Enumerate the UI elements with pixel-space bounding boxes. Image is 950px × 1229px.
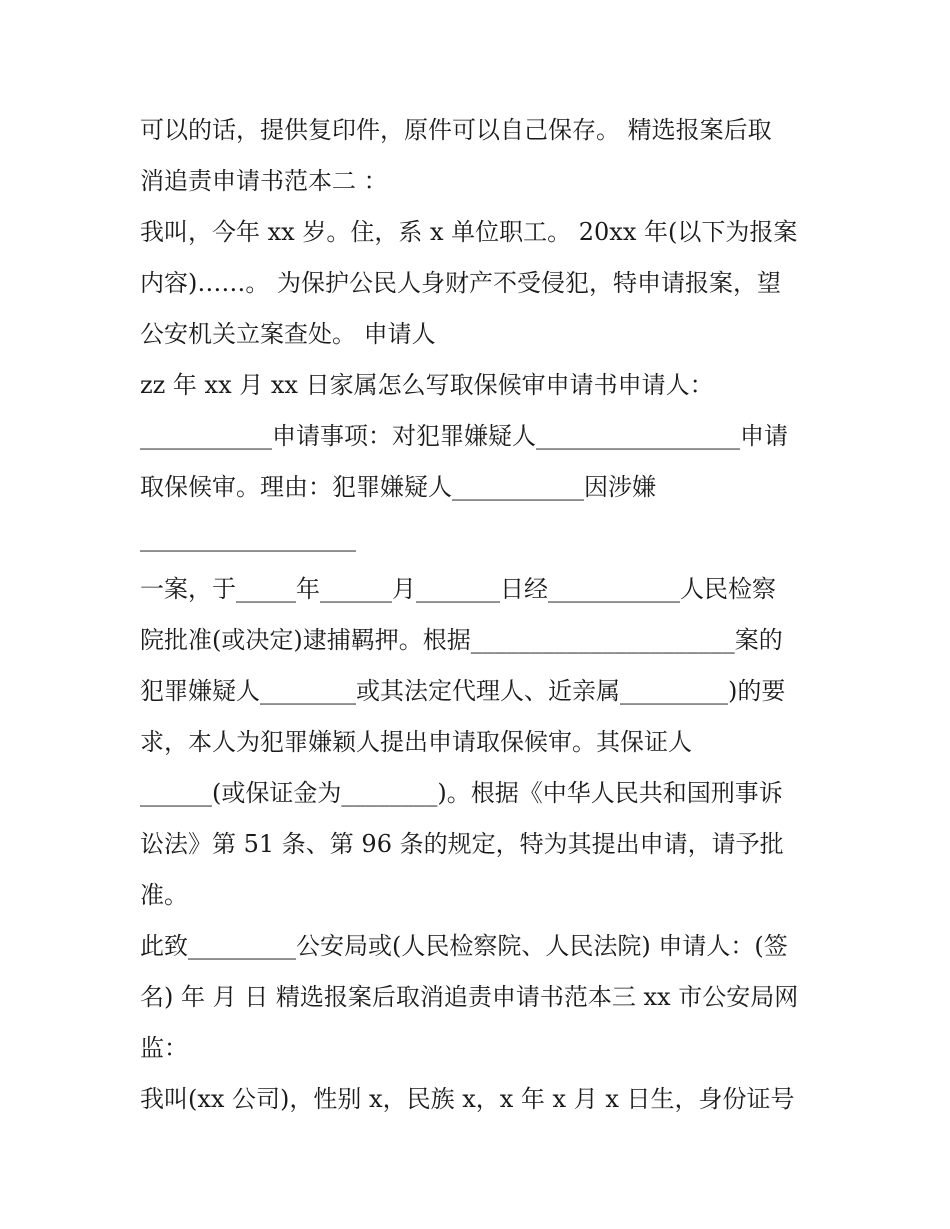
text-line: 此致_________公安局或(人民检察院、人民法院) 申请人：(签 [140, 932, 788, 960]
text-line: 内容)……。 为保护公民人身财产不受侵犯，特申请报案，望 [140, 269, 781, 297]
text-line: 犯罪嫌疑人________或其法定代理人、近亲属_________)的要 [140, 677, 786, 705]
text-line: ______(或保证金为________)。根据《中华人民共和国刑事诉 [140, 779, 783, 807]
text-line: 可以的话，提供复印件，原件可以自己保存。 精选报案后取 [140, 116, 772, 144]
blank-rule-line: __________________ [140, 524, 356, 552]
text-line: 讼法》第 51 条、第 96 条的规定，特为其提出申请，请予批 [140, 830, 784, 858]
text-line: 取保候审。理由：犯罪嫌疑人___________因涉嫌 [140, 473, 656, 501]
text-line: 一案，于_____年______月_______日经___________人民检察 [140, 575, 776, 603]
text-line: 公安机关立案查处。 申请人 [140, 320, 436, 348]
text-line: 我叫，今年 xx 岁。住，系 x 单位职工。 20xx 年(以下为报案 [140, 218, 798, 246]
text-line: 院批准(或决定)逮捕羁押。根据______________________案的 [140, 626, 783, 654]
text-line: 准。 [140, 881, 188, 909]
text-line: 监： [140, 1034, 188, 1062]
text-line: 消追责申请书范本二 ： [140, 167, 388, 195]
text-line: 求，本人为犯罪嫌颖人提出申请取保候审。其保证人 [140, 728, 692, 756]
text-line: 我叫(xx 公司)，性别 x，民族 x，x 年 x 月 x 日生，身份证号 [140, 1085, 795, 1113]
text-line: 名) 年 月 日 精选报案后取消追责申请书范本三 xx 市公安局网 [140, 983, 799, 1011]
document-body [140, 105, 820, 1125]
text-line: ___________申请事项：对犯罪嫌疑人_________________申请 [140, 422, 788, 450]
text-line: zz 年 xx 月 xx 日家属怎么写取保候审申请书申请人： [140, 371, 714, 399]
